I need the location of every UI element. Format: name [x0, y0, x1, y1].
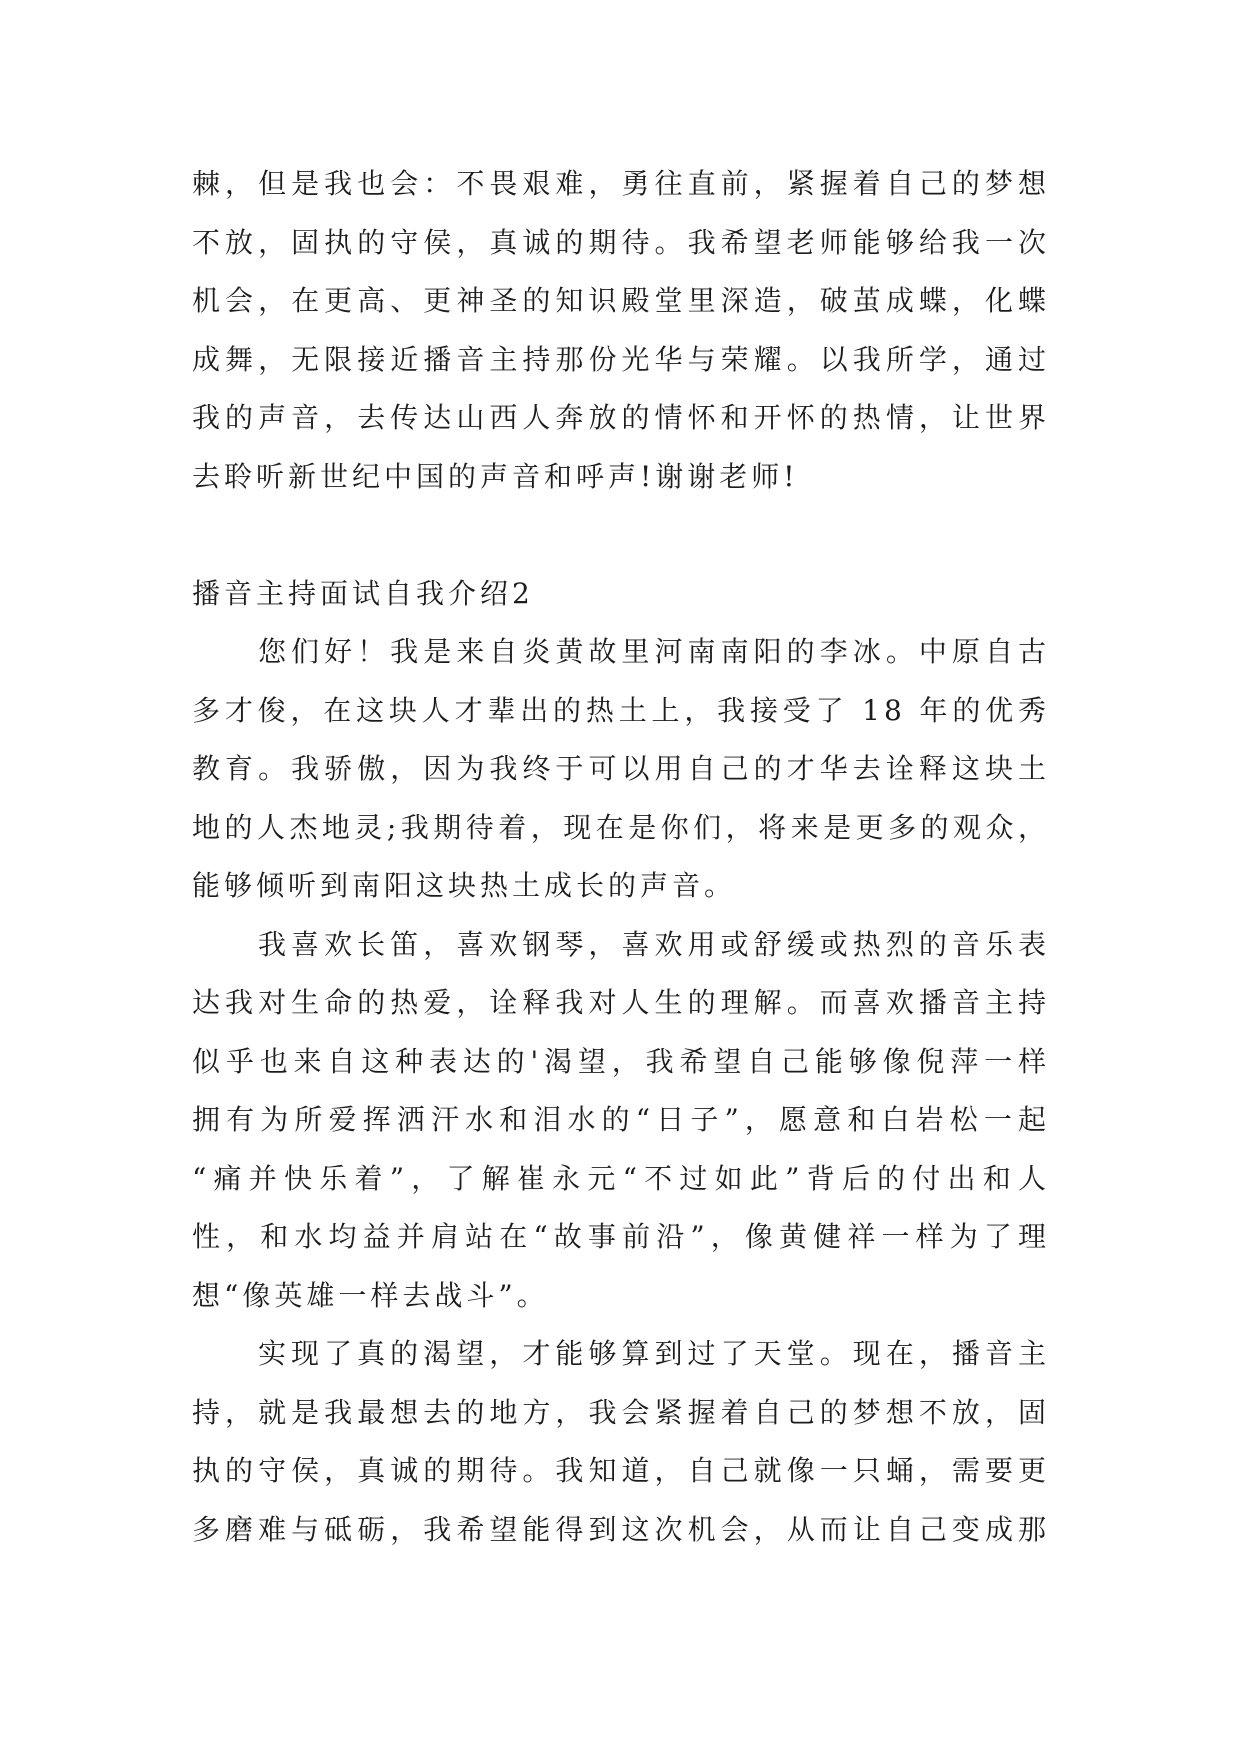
text-line: 执的守侯，真诚的期待。我知道，自己就像一只蛹，需要更 — [192, 1454, 1050, 1487]
document-body — [192, 155, 1050, 1559]
text-line: 想“像英雄一样去战斗”。 — [192, 1278, 549, 1312]
text-line: 不放，固执的守侯，真诚的期待。我希望老师能够给我一次 — [192, 225, 1050, 259]
text-line: 我的声音，去传达山西人奔放的情怀和开怀的热情，让世界 — [192, 401, 1050, 434]
text-line: 似乎也来自这种表达的'渴望，我希望自己能够像倪萍一样 — [192, 1044, 1050, 1078]
text-line: 多才俊，在这块人才辈出的热土上，我接受了 18 年的优秀 — [192, 693, 1050, 727]
text-line: “痛并快乐着”，了解崔永元“不过如此”背后的付出和人 — [192, 1161, 1050, 1195]
section-title: 播音主持面试自我介绍2 — [192, 576, 534, 610]
text-line: 成舞，无限接近播音主持那份光华与荣耀。以我所学，通过 — [192, 342, 1050, 376]
text-line: 多磨难与砥砺，我希望能得到这次机会，从而让自己变成那 — [192, 1512, 1050, 1546]
paragraph — [192, 916, 1050, 1326]
text-line: 您们好！我是来自炎黄故里河南南阳的李冰。中原自古 — [258, 635, 1050, 668]
text-line: 地的人杰地灵;我期待着，现在是你们，将来是更多的观众， — [192, 810, 1050, 844]
text-line: 机会，在更高、更神圣的知识殿堂里深造，破茧成蝶，化蝶 — [192, 284, 1050, 317]
text-line: 拥有为所爱挥洒汗水和泪水的“日子”，愿意和白岩松一起 — [192, 1103, 1050, 1136]
text-line: 我喜欢长笛，喜欢钢琴，喜欢用或舒缓或热烈的音乐表 — [258, 927, 1050, 961]
continued-paragraph — [192, 155, 1050, 506]
text-line: 持，就是我最想去的地方，我会紧握着自己的梦想不放，固 — [192, 1395, 1050, 1429]
text-line: 达我对生命的热爱，诠释我对人生的理解。而喜欢播音主持 — [192, 986, 1050, 1019]
text-line: 实现了真的渴望，才能够算到过了天堂。现在，播音主 — [258, 1337, 1050, 1370]
text-line: 棘，但是我也会：不畏艰难，勇往直前，紧握着自己的梦想 — [192, 167, 1050, 200]
text-line: 性，和水均益并肩站在“故事前沿”，像黄健祥一样为了理 — [192, 1220, 1050, 1253]
paragraph — [192, 623, 1050, 916]
paragraph — [192, 1325, 1050, 1559]
text-line: 去聆听新世纪中国的声音和呼声!谢谢老师! — [192, 459, 799, 493]
text-line: 教育。我骄傲，因为我终于可以用自己的才华去诠释这块土 — [192, 752, 1050, 785]
text-line: 能够倾听到南阳这块热土成长的声音。 — [192, 869, 737, 902]
blank-line — [192, 506, 1050, 565]
